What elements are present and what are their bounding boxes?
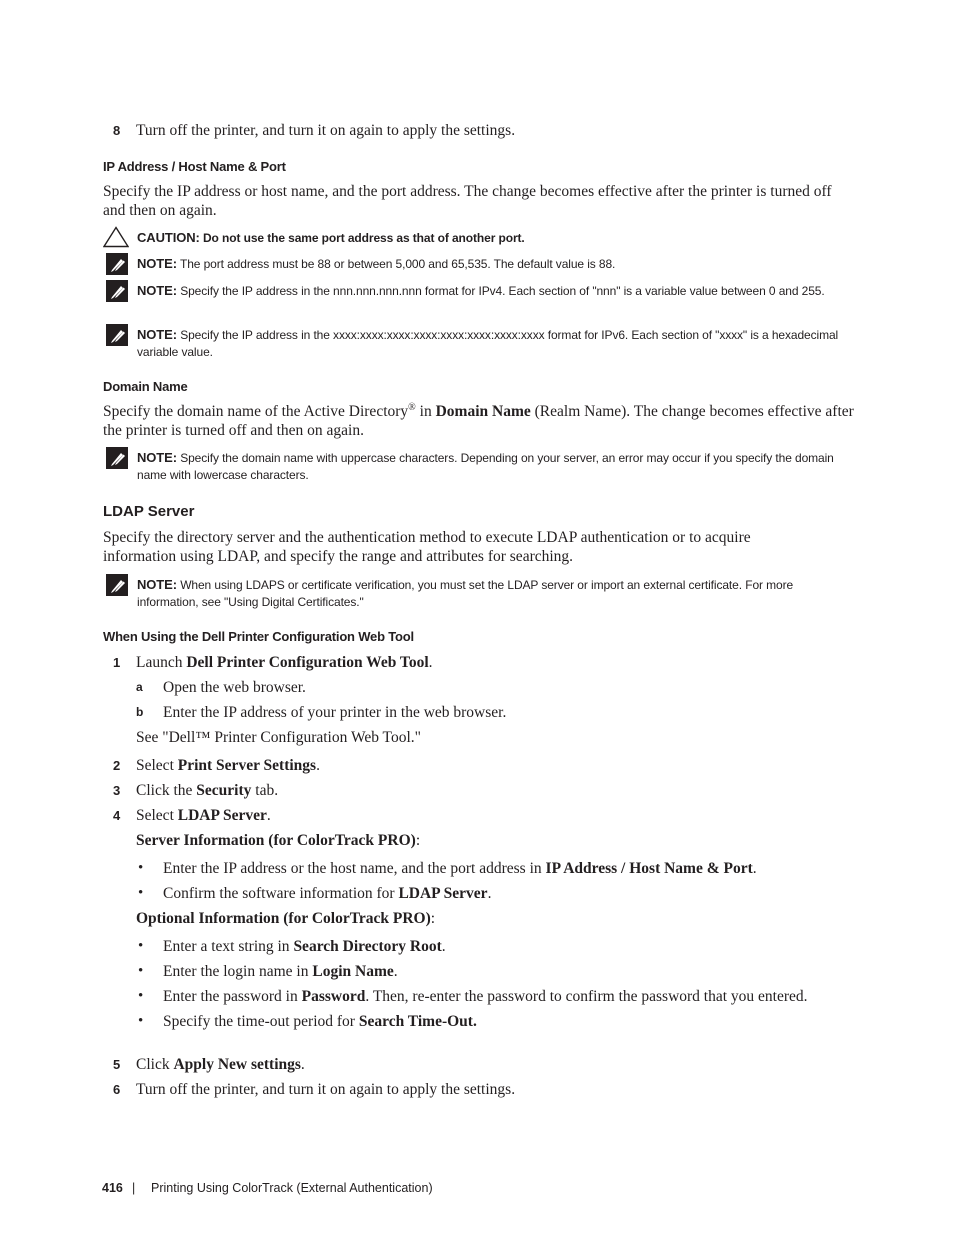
optional-bullet-1	[163, 937, 446, 956]
step-number-8: 8	[113, 123, 121, 138]
note-icon	[106, 253, 128, 275]
web-tool-heading: When Using the Dell Printer Configuration Web Tool	[103, 629, 414, 644]
bullet-post: .	[487, 885, 492, 902]
step-2-post: .	[316, 757, 320, 774]
note-label: NOTE:	[137, 327, 177, 342]
footer-chapter-title: Printing Using ColorTrack (External Authentication)	[151, 1181, 433, 1195]
caution-icon	[103, 226, 129, 248]
note-label: NOTE:	[137, 256, 177, 271]
note-icon	[106, 574, 128, 596]
step-3-pre: Click the	[136, 782, 197, 799]
note-port-address	[137, 255, 849, 273]
footer-separator: |	[132, 1181, 136, 1195]
optional-bullet-2	[163, 962, 398, 981]
bullet-term: Password	[301, 988, 366, 1005]
step-5-term: Apply New settings	[173, 1056, 301, 1073]
step-5-text	[136, 1055, 305, 1074]
step-5-post: .	[300, 1056, 305, 1073]
domain-body-in: in	[415, 403, 436, 420]
substep-b-text: Enter the IP address of your printer in the web browser.	[163, 704, 507, 721]
note-ldaps-certificate	[137, 576, 849, 611]
caution-note	[137, 229, 849, 247]
server-information-label	[136, 831, 420, 850]
bullet-pre: Enter a text string in	[163, 938, 294, 955]
step-number-1: 1	[113, 655, 121, 670]
step-1-term: Dell Printer Configuration Web Tool	[186, 654, 429, 671]
note-text: When using LDAPS or certificate verification, you must set the LDAP server or import an external certificate. For more information, see "Using Digital Certificates."	[137, 578, 794, 609]
caution-label: CAUTION:	[137, 230, 200, 245]
bullet-post: .	[393, 963, 398, 980]
bullet-term: Login Name	[312, 963, 394, 980]
note-text: The port address must be 88 or between 5,000 and 65,535. The default value is 88.	[179, 257, 616, 271]
server-bullet-2	[163, 884, 491, 903]
note-label: NOTE:	[137, 283, 177, 298]
bullet-post: .	[752, 860, 757, 877]
step-1-post: .	[428, 654, 433, 671]
optional-bullet-4	[163, 1012, 477, 1031]
server-info-term: Server Information (for ColorTrack PRO)	[136, 832, 416, 849]
bullet-term: LDAP Server	[398, 885, 488, 902]
domain-body-post: (Realm Name). The change becomes effective after the printer is turned off and then on again.	[103, 403, 854, 439]
see-reference: See "Dell™ Printer Configuration Web Tool."	[136, 729, 421, 746]
bullet-pre: Enter the password in	[163, 988, 302, 1005]
note-text: Specify the IP address in the xxxx:xxxx:xxxx:xxxx:xxxx:xxxx:xxxx:xxxx format for IPv6. Each section of "xxxx" is a hexadecimal variable value.	[137, 328, 839, 359]
note-text: Specify the domain name with uppercase characters. Depending on your server, an error may occur if you specify the domain name with lowercase characters.	[137, 451, 834, 482]
domain-body-pre: Specify the domain name of the Active Directory	[103, 403, 409, 420]
note-text: Specify the IP address in the nnn.nnn.nnn.nnn format for IPv4. Each section of "nnn" is a variable value between 0 and 255.	[180, 284, 825, 298]
step-number-4: 4	[113, 808, 121, 823]
ldap-server-body: Specify the directory server and the authentication method to execute LDAP authentication or to acquire information using LDAP, and specify the range and attributes for searching.	[103, 529, 751, 565]
server-bullet-1	[163, 859, 757, 878]
note-domain-uppercase	[137, 449, 849, 484]
step-6-text: Turn off the printer, and turn it on again to apply the settings.	[136, 1081, 516, 1098]
step-4-post: .	[266, 807, 271, 824]
bullet-term: Search Directory Root	[293, 938, 442, 955]
note-ipv4-format	[137, 282, 849, 300]
step-2-pre: Select	[136, 757, 178, 774]
step-3-term: Security	[196, 782, 252, 799]
bullet-pre: Enter the IP address or the host name, and the port address in	[163, 860, 546, 877]
bullet-pre: Enter the login name in	[163, 963, 313, 980]
note-icon	[106, 280, 128, 302]
step-2-term: Print Server Settings	[177, 757, 317, 774]
optional-info-colon: :	[430, 910, 436, 927]
bullet: •	[138, 988, 144, 1004]
ip-address-heading: IP Address / Host Name & Port	[103, 159, 286, 174]
note-ipv6-format	[137, 326, 849, 361]
bullet: •	[138, 963, 144, 979]
step-8-text: Turn off the printer, and turn it on again to apply the settings.	[136, 122, 516, 139]
ip-address-body: Specify the IP address or host name, and the port address. The change becomes effective after the printer is turned off and then on again.	[103, 183, 832, 219]
bullet-term: Search Time-Out.	[358, 1013, 477, 1030]
bullet-pre: Specify the time-out period for	[163, 1013, 359, 1030]
ldap-server-heading: LDAP Server	[103, 503, 195, 520]
optional-information-label	[136, 909, 435, 928]
substep-letter-b: b	[136, 705, 144, 719]
optional-info-term: Optional Information (for ColorTrack PRO)	[136, 910, 431, 927]
step-number-5: 5	[113, 1057, 121, 1072]
step-number-2: 2	[113, 758, 121, 773]
bullet: •	[138, 860, 144, 876]
step-3-post: tab.	[251, 782, 279, 799]
page-number: 416	[102, 1181, 123, 1195]
note-label: NOTE:	[137, 450, 177, 465]
bullet-post: . Then, re-enter the password to confirm the password that you entered.	[365, 988, 808, 1005]
server-info-colon: :	[415, 832, 421, 849]
step-1-pre: Launch	[136, 654, 187, 671]
step-number-3: 3	[113, 783, 121, 798]
bullet-post: .	[441, 938, 446, 955]
bullet-term: IP Address / Host Name & Port	[545, 860, 753, 877]
bullet: •	[138, 885, 144, 901]
bullet-pre: Confirm the software information for	[163, 885, 399, 902]
note-icon	[106, 324, 128, 346]
bullet: •	[138, 938, 144, 954]
domain-name-heading: Domain Name	[103, 379, 188, 394]
step-1-text	[136, 653, 433, 672]
substep-letter-a: a	[136, 680, 143, 694]
step-3-text	[136, 781, 278, 800]
caution-text: Do not use the same port address as that of another port.	[202, 231, 525, 245]
step-4-pre: Select	[136, 807, 178, 824]
domain-name-body	[103, 402, 855, 440]
substep-a-text: Open the web browser.	[163, 679, 306, 696]
step-number-6: 6	[113, 1082, 121, 1097]
domain-name-term: Domain Name	[435, 403, 531, 420]
step-4-text	[136, 806, 271, 825]
optional-bullet-3	[163, 987, 808, 1006]
registered-mark: ®	[408, 401, 416, 413]
note-label: NOTE:	[137, 577, 177, 592]
step-4-term: LDAP Server	[177, 807, 267, 824]
bullet: •	[138, 1013, 144, 1029]
note-icon	[106, 447, 128, 469]
step-2-text	[136, 756, 320, 775]
step-5-pre: Click	[136, 1056, 174, 1073]
